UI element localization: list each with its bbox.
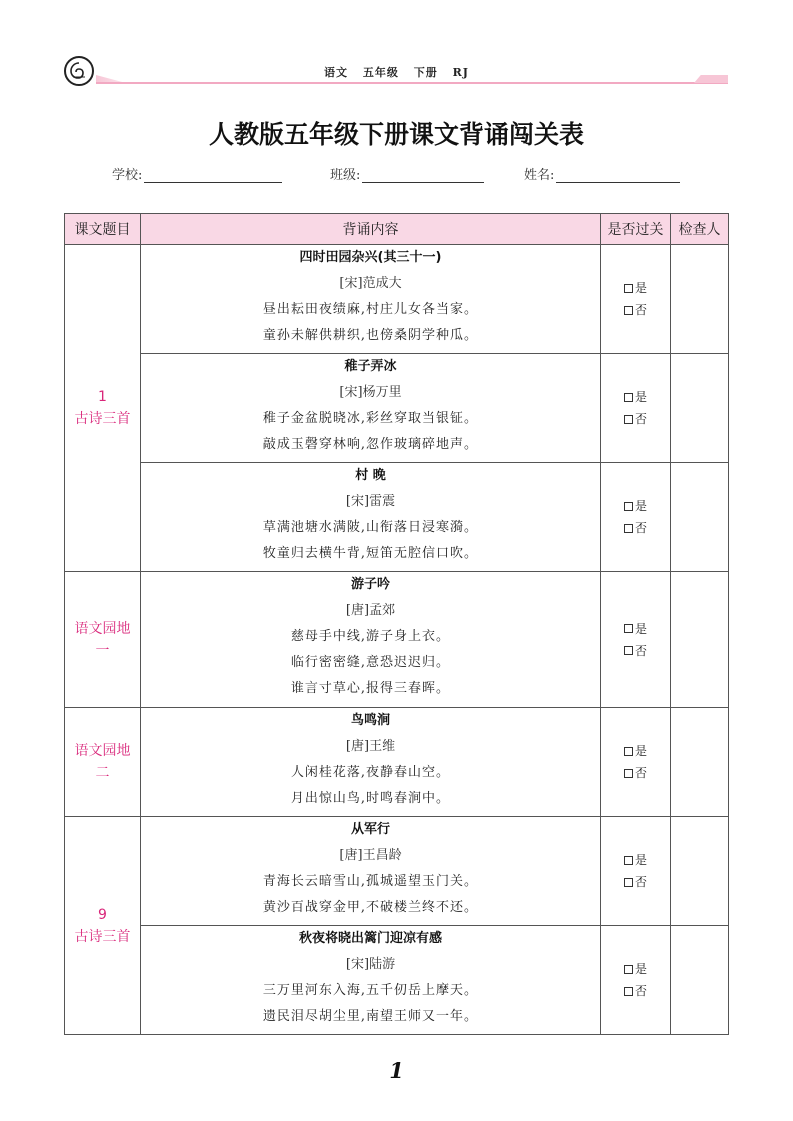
checkbox-yes-icon[interactable]: [624, 393, 633, 402]
option-yes-label: 是: [634, 621, 647, 636]
pass-option-no[interactable]: [601, 408, 670, 430]
option-yes-label: 是: [634, 744, 647, 758]
pass-option-yes[interactable]: [601, 618, 670, 640]
pass-cell: [601, 572, 671, 708]
poem-verse: 稚子金盆脱晓冰,彩丝穿取当银钲。: [262, 411, 479, 426]
lesson-label: 9: [98, 906, 107, 923]
name-label: 姓名:: [524, 168, 555, 183]
lesson-label: 二: [95, 765, 110, 781]
table-header-row: [65, 214, 729, 245]
lesson-label: 语文园地: [74, 620, 131, 637]
poem-verse: 慈母手中线,游子身上衣。: [290, 629, 451, 644]
option-yes-label: 是: [634, 962, 647, 976]
checkbox-no-icon[interactable]: [624, 646, 633, 655]
pass-cell: [601, 245, 671, 354]
edition-label: RJ: [452, 66, 469, 79]
option-no-label: 否: [634, 875, 647, 889]
class-label: 班级:: [330, 168, 361, 183]
header-pass: 是否过关: [601, 214, 671, 245]
lesson-label: 古诗三首: [74, 411, 131, 427]
pass-cell: [601, 463, 671, 572]
poem-title: 从军行: [350, 822, 390, 837]
option-no-label: 否: [634, 303, 647, 317]
subject-label: 语文: [324, 66, 349, 79]
table-row: [65, 354, 729, 463]
school-label: 学校:: [112, 168, 143, 183]
header-checker: 检查人: [671, 214, 729, 245]
poem-verse: 月出惊山鸟,时鸣春涧中。: [290, 791, 451, 806]
pass-option-no[interactable]: [601, 517, 670, 539]
checkbox-no-icon[interactable]: [624, 524, 633, 533]
checkbox-no-icon[interactable]: [624, 878, 633, 887]
option-yes-label: 是: [634, 853, 647, 867]
checkbox-no-icon[interactable]: [624, 415, 633, 424]
poem-cell: [141, 572, 601, 708]
pass-option-yes[interactable]: [601, 277, 670, 299]
poem-cell: [141, 354, 601, 463]
checker-cell[interactable]: [671, 354, 729, 463]
table-row: [65, 817, 729, 926]
option-no-label: 否: [634, 766, 647, 780]
poem-verse: 昼出耘田夜绩麻,村庄儿女各当家。: [262, 302, 479, 317]
option-yes-label: 是: [634, 281, 647, 295]
checkbox-no-icon[interactable]: [624, 306, 633, 315]
checkbox-yes-icon[interactable]: [624, 856, 633, 865]
pass-option-yes[interactable]: [601, 849, 670, 871]
poem-cell: [141, 926, 601, 1035]
poem-verse: 黄沙百战穿金甲,不破楼兰终不还。: [262, 900, 479, 915]
page-number: 1: [389, 1058, 404, 1083]
running-header: [0, 64, 793, 80]
poem-author: [唐]孟郊: [345, 603, 396, 618]
poem-verse: 敲成玉磬穿林响,忽作玻璃碎地声。: [262, 437, 479, 452]
table-row: [65, 572, 729, 708]
pass-option-no[interactable]: [601, 762, 670, 784]
option-no-label: 否: [634, 412, 647, 426]
poem-title: 村 晚: [355, 468, 386, 483]
checker-cell[interactable]: [671, 817, 729, 926]
table-row: [65, 708, 729, 817]
poem-title: 鸟鸣涧: [350, 713, 390, 728]
checkbox-yes-icon[interactable]: [624, 284, 633, 293]
pass-cell: [601, 817, 671, 926]
poem-cell: [141, 245, 601, 354]
grade-label: 五年级: [362, 66, 399, 79]
table-row: [65, 463, 729, 572]
checkbox-yes-icon[interactable]: [624, 747, 633, 756]
header-lesson: 课文题目: [65, 214, 141, 245]
pass-cell: [601, 354, 671, 463]
poem-title: 秋夜将晓出篱门迎凉有感: [298, 931, 442, 946]
lesson-label: 一: [95, 642, 110, 659]
option-yes-label: 是: [634, 390, 647, 404]
poem-verse: 遗民泪尽胡尘里,南望王师又一年。: [262, 1009, 479, 1024]
poem-verse: 临行密密缝,意恐迟迟归。: [290, 655, 451, 670]
checker-cell[interactable]: [671, 463, 729, 572]
lesson-cell: [65, 708, 141, 817]
name-blank[interactable]: [556, 166, 680, 183]
lesson-cell: [65, 817, 141, 1035]
class-field: [330, 164, 484, 183]
checkbox-yes-icon[interactable]: [624, 965, 633, 974]
pass-option-yes[interactable]: [601, 958, 670, 980]
pass-option-no[interactable]: [601, 980, 670, 1002]
lesson-label: 古诗三首: [74, 928, 131, 945]
pass-option-no[interactable]: [601, 640, 670, 662]
header-rule: [96, 82, 728, 84]
poem-title: 四时田园杂兴(其三十一): [299, 250, 442, 265]
header-content: 背诵内容: [141, 214, 601, 245]
poem-author: [唐]王昌龄: [339, 848, 402, 863]
lesson-cell: [65, 245, 141, 572]
lesson-label: 语文园地: [74, 743, 131, 759]
pass-option-yes[interactable]: [601, 495, 670, 517]
poem-author: [宋]杨万里: [339, 385, 402, 400]
poem-cell: [141, 817, 601, 926]
poem-cell: [141, 463, 601, 572]
page-title: 人教版五年级下册课文背诵闯关表: [208, 120, 584, 149]
poem-verse: 牧童归去横牛背,短笛无腔信口吹。: [262, 546, 479, 561]
option-no-label: 否: [634, 521, 647, 535]
checker-cell[interactable]: [671, 245, 729, 354]
volume-label: 下册: [413, 66, 438, 79]
pass-cell: [601, 926, 671, 1035]
pass-option-no[interactable]: [601, 299, 670, 321]
poem-author: [宋]雷震: [345, 494, 396, 509]
checkbox-yes-icon[interactable]: [624, 624, 633, 633]
option-no-label: 否: [634, 643, 647, 658]
table-row: [65, 926, 729, 1035]
class-blank[interactable]: [362, 166, 484, 183]
school-blank[interactable]: [144, 166, 282, 183]
poem-author: [宋]范成大: [339, 276, 402, 291]
pass-option-yes[interactable]: [601, 386, 670, 408]
checker-cell[interactable]: [671, 708, 729, 817]
school-field: [112, 164, 282, 183]
poem-author: [宋]陆游: [345, 957, 396, 972]
poem-verse: 三万里河东入海,五千仞岳上摩天。: [262, 983, 479, 998]
poem-verse: 青海长云暗雪山,孤城遥望玉门关。: [262, 874, 479, 889]
poem-cell: [141, 708, 601, 817]
pass-option-no[interactable]: [601, 871, 670, 893]
poem-author: [唐]王维: [345, 739, 396, 754]
table-row: [65, 245, 729, 354]
option-yes-label: 是: [634, 499, 647, 513]
poem-verse: 谁言寸草心,报得三春晖。: [290, 681, 451, 696]
recitation-table: [64, 213, 729, 1035]
poem-verse: 童孙未解供耕织,也傍桑阴学种瓜。: [262, 328, 479, 343]
name-field: [524, 164, 680, 183]
checkbox-yes-icon[interactable]: [624, 502, 633, 511]
checker-cell[interactable]: [671, 572, 729, 708]
pass-option-yes[interactable]: [601, 740, 670, 762]
poem-title: 游子吟: [350, 577, 390, 592]
checker-cell[interactable]: [671, 926, 729, 1035]
pass-cell: [601, 708, 671, 817]
checkbox-no-icon[interactable]: [624, 987, 633, 996]
poem-verse: 人闲桂花落,夜静春山空。: [290, 765, 451, 780]
lesson-cell: [65, 572, 141, 708]
lesson-label: 1: [98, 389, 107, 405]
poem-title: 稚子弄冰: [344, 359, 397, 374]
poem-verse: 草满池塘水满陂,山衔落日浸寒漪。: [262, 520, 479, 535]
checkbox-no-icon[interactable]: [624, 769, 633, 778]
option-no-label: 否: [634, 984, 647, 998]
